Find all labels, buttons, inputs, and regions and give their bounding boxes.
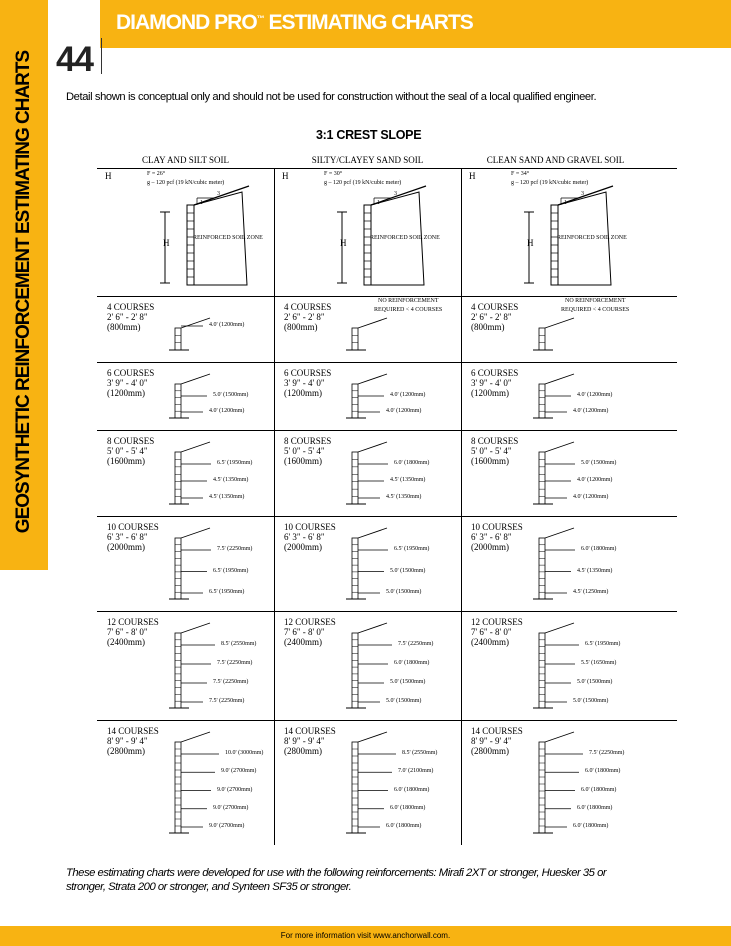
slope-rise: 1 <box>377 200 380 206</box>
wall-height-metric: (2400mm) <box>107 637 145 647</box>
wall-block <box>539 633 545 708</box>
reinforcement-length: 4.0' (1200mm) <box>577 477 613 483</box>
wall-block <box>352 328 358 350</box>
wall-height-metric: (800mm) <box>471 322 505 332</box>
wall-height: 3' 9" - 4' 0" <box>471 378 512 388</box>
course-count: 12 COURSES <box>284 617 336 627</box>
reinforcement-length: 6.0' (1800mm) <box>394 460 430 466</box>
no-reinforcement-note: NO REINFORCEMENT <box>378 298 439 304</box>
trademark-symbol: ™ <box>256 14 264 23</box>
soil-weight: g – 120 pcf (19 kN/cubic meter) <box>147 180 225 186</box>
no-reinforcement-note: REQUIRED < 4 COURSES <box>561 307 630 313</box>
wall-height-metric: (1600mm) <box>284 456 322 466</box>
friction-angle: F = 26° <box>147 171 166 177</box>
h-label: H <box>163 238 170 248</box>
reinforcement-length: 4.0' (1200mm) <box>209 408 245 414</box>
reinforcement-length: 7.5' (2250mm) <box>217 660 253 666</box>
wall-block <box>539 538 545 599</box>
reinforcement-length: 6.0' (1800mm) <box>394 660 430 666</box>
wall-height: 5' 0" - 5' 4" <box>284 446 325 456</box>
crest-slope-line <box>358 528 387 538</box>
reinforcement-length: 5.0' (1500mm) <box>390 567 426 574</box>
reinforcement-length: 7.0' (2100mm) <box>398 768 434 775</box>
wall-height-metric: (2000mm) <box>471 542 509 552</box>
wall-height-metric: (2400mm) <box>471 637 509 647</box>
wall-block <box>175 742 181 833</box>
crest-slope-line <box>545 732 574 742</box>
crest-slope-line <box>181 442 210 452</box>
wall-height-metric: (2400mm) <box>284 637 322 647</box>
reinforcement-length: 6.5' (1950mm) <box>213 567 249 574</box>
soil-weight: g – 120 pcf (19 kN/cubic meter) <box>511 180 589 186</box>
wall-height: 7' 6" - 8' 0" <box>107 627 148 637</box>
wall-height: 6' 3" - 6' 8" <box>471 532 512 542</box>
reinforcement-length: 5.0' (1500mm) <box>213 392 249 398</box>
reinforcement-length: 5.0' (1500mm) <box>573 698 609 704</box>
reinforcement-length: 7.5' (2250mm) <box>213 679 249 685</box>
wall-height: 2' 6" - 2' 8" <box>284 312 325 322</box>
slope-rise: 1 <box>200 200 203 206</box>
reinforcement-length: 5.0' (1500mm) <box>386 589 422 595</box>
reinforcement-length: 6.5' (1950mm) <box>217 460 253 466</box>
wall-height: 8' 9" - 9' 4" <box>471 736 512 746</box>
wall-height-metric: (2000mm) <box>107 542 145 552</box>
wall-height-metric: (2800mm) <box>284 746 322 756</box>
course-count: 6 COURSES <box>471 368 519 378</box>
reinforced-zone-label: REINFORCED SOIL ZONE <box>370 235 440 241</box>
reinforcement-length: 6.0' (1800mm) <box>394 786 430 793</box>
disclaimer: Detail shown is conceptual only and should not be used for construction without the seal of a local qualified engineer. <box>66 91 597 103</box>
reinforcement-length: 7.5' (2250mm) <box>589 750 625 756</box>
course-count: 8 COURSES <box>284 436 332 446</box>
wall-block <box>352 742 358 833</box>
wall-height-metric: (2800mm) <box>471 746 509 756</box>
slope-run: 3 <box>217 191 220 197</box>
wall-block <box>539 452 545 504</box>
crest-slope-line <box>181 732 210 742</box>
wall-height: 8' 9" - 9' 4" <box>284 736 325 746</box>
wall-height-metric: (1200mm) <box>284 388 322 398</box>
reinforcement-length: 4.0' (1200mm) <box>573 494 609 500</box>
reinforcement-length: 6.0' (1800mm) <box>386 823 422 829</box>
header-title: DIAMOND PRO™ ESTIMATING CHARTS <box>116 11 473 34</box>
soil-weight: g – 120 pcf (19 kN/cubic meter) <box>324 180 402 186</box>
crest-slope-line <box>181 374 210 384</box>
reinforcement-length: 4.5' (1350mm) <box>386 494 422 500</box>
wall-block <box>352 633 358 708</box>
wall-height-metric: (2800mm) <box>107 746 145 756</box>
wall-block <box>539 742 545 833</box>
wall-block <box>352 384 358 418</box>
reinforcement-length: 4.5' (1350mm) <box>577 567 613 574</box>
wall-block <box>175 452 181 504</box>
slope-rise: 1 <box>564 200 567 206</box>
crest-slope-line <box>358 623 387 633</box>
reinforcement-length: 7.5' (2250mm) <box>217 546 253 552</box>
wall-block <box>175 384 181 418</box>
reinforcement-length: 6.5' (1950mm) <box>209 589 245 595</box>
column-heading: SILTY/CLAYEY SAND SOIL <box>311 155 424 165</box>
reinforcement-length: 5.0' (1500mm) <box>577 679 613 685</box>
wall-height-metric: (1600mm) <box>471 456 509 466</box>
reinforcement-length: 4.0' (1200mm) <box>573 408 609 414</box>
friction-angle: F = 34° <box>511 171 530 177</box>
reinforcement-length: 9.0' (2700mm) <box>213 804 249 811</box>
course-count: 12 COURSES <box>471 617 523 627</box>
wall-height-metric: (800mm) <box>284 322 318 332</box>
course-count: 4 COURSES <box>471 302 519 312</box>
crest-slope-line <box>545 528 574 538</box>
reinforcement-length: 8.5' (2550mm) <box>402 750 438 756</box>
reinforcement-length: 7.5' (2250mm) <box>398 641 434 647</box>
reinforcement-length: 6.0' (1800mm) <box>573 823 609 829</box>
crest-slope-line <box>545 623 574 633</box>
reinforcement-length: 6.5' (1950mm) <box>585 641 621 647</box>
course-count: 6 COURSES <box>107 368 155 378</box>
crest-slope-line <box>545 374 574 384</box>
reinforcement-length: 5.0' (1500mm) <box>390 679 426 685</box>
reinforcement-length: 10.0' (3000mm) <box>225 750 264 756</box>
wall-height: 2' 6" - 2' 8" <box>471 312 512 322</box>
course-count: 14 COURSES <box>471 726 523 736</box>
h-label: H <box>105 171 112 181</box>
no-reinforcement-note: NO REINFORCEMENT <box>565 298 626 304</box>
crest-slope-line <box>181 528 210 538</box>
course-count: 8 COURSES <box>107 436 155 446</box>
wall-block <box>352 452 358 504</box>
wall-block <box>175 633 181 708</box>
crest-slope-line <box>181 623 210 633</box>
h-label: H <box>282 171 289 181</box>
page-number: 44 <box>56 40 93 79</box>
footnote: These estimating charts were developed for use with the following reinforcements: Mirafi 2XT or stronger, Huesker 35 or stronger, Strata 200 or stronger, and Synteen SF35 or stronger. <box>66 867 607 893</box>
reinforcement-length: 9.0' (2700mm) <box>221 768 257 775</box>
sidebar-title: GEOSYNTHETIC REINFORCEMENT ESTIMATING CHARTS <box>13 50 34 534</box>
wall-height: 2' 6" - 2' 8" <box>107 312 148 322</box>
course-count: 4 COURSES <box>284 302 332 312</box>
reinforcement-length: 6.0' (1800mm) <box>581 786 617 793</box>
crest-slope-line <box>358 374 387 384</box>
course-count: 6 COURSES <box>284 368 332 378</box>
reinforcement-length: 4.0' (1200mm) <box>386 408 422 414</box>
reinforcement-length: 8.5' (2550mm) <box>221 641 257 647</box>
wall-height-metric: (800mm) <box>107 322 141 332</box>
wall-height: 7' 6" - 8' 0" <box>284 627 325 637</box>
wall-block <box>539 328 545 350</box>
crest-slope-line <box>545 442 574 452</box>
column-heading: CLAY AND SILT SOIL <box>141 155 230 165</box>
wall-block <box>175 538 181 599</box>
wall-height: 6' 3" - 6' 8" <box>284 532 325 542</box>
course-count: 10 COURSES <box>284 522 336 532</box>
footer-text: For more information visit www.anchorwall.com. <box>280 931 451 940</box>
course-count: 10 COURSES <box>107 522 159 532</box>
wall-height: 8' 9" - 9' 4" <box>107 736 148 746</box>
reinforcement-length: 4.5' (1350mm) <box>213 477 249 483</box>
reinforcement-length: 4.5' (1350mm) <box>390 477 426 483</box>
crest-slope-line <box>358 732 387 742</box>
wall-block <box>539 384 545 418</box>
reinforcement-length: 4.0' (1200mm) <box>577 392 613 398</box>
wall-block <box>352 538 358 599</box>
reinforcement-length: 4.0' (1200mm) <box>209 322 245 328</box>
course-count: 12 COURSES <box>107 617 159 627</box>
reinforced-zone-label: REINFORCED SOIL ZONE <box>557 235 627 241</box>
chart-title: 3:1 CREST SLOPE <box>316 128 422 142</box>
reinforcement-length: 4.0' (1200mm) <box>390 392 426 398</box>
reinforcement-length: 6.0' (1800mm) <box>585 768 621 775</box>
reinforcement-length: 4.5' (1350mm) <box>209 494 245 500</box>
h-label: H <box>340 238 347 248</box>
wall-height-metric: (2000mm) <box>284 542 322 552</box>
slope-run: 3 <box>581 191 584 197</box>
crest-slope-line <box>545 318 574 328</box>
reinforcement-length: 6.0' (1800mm) <box>390 804 426 811</box>
wall-block <box>175 328 181 350</box>
course-count: 14 COURSES <box>284 726 336 736</box>
reinforcement-length: 5.5' (1650mm) <box>581 660 617 666</box>
course-count: 4 COURSES <box>107 302 155 312</box>
reinforcement-length: 9.0' (2700mm) <box>217 786 253 793</box>
h-label: H <box>469 171 476 181</box>
reinforced-zone-label: REINFORCED SOIL ZONE <box>193 235 263 241</box>
reinforcement-length: 4.5' (1250mm) <box>573 589 609 595</box>
course-count: 14 COURSES <box>107 726 159 736</box>
friction-angle: F = 30° <box>324 171 343 177</box>
wall-height-metric: (1600mm) <box>107 456 145 466</box>
reinforcement-length: 5.0' (1500mm) <box>581 460 617 466</box>
slope-run: 3 <box>394 191 397 197</box>
crest-slope-line <box>358 318 387 328</box>
wall-height: 3' 9" - 4' 0" <box>284 378 325 388</box>
course-count: 8 COURSES <box>471 436 519 446</box>
wall-height: 7' 6" - 8' 0" <box>471 627 512 637</box>
wall-height: 3' 9" - 4' 0" <box>107 378 148 388</box>
column-heading: CLEAN SAND AND GRAVEL SOIL <box>486 155 625 165</box>
reinforcement-length: 6.0' (1800mm) <box>581 546 617 552</box>
no-reinforcement-note: REQUIRED < 4 COURSES <box>374 307 443 313</box>
crest-slope-line <box>181 318 210 328</box>
wall-height: 5' 0" - 5' 4" <box>107 446 148 456</box>
reinforcement-length: 6.0' (1800mm) <box>577 804 613 811</box>
h-label: H <box>527 238 534 248</box>
wall-height: 6' 3" - 6' 8" <box>107 532 148 542</box>
wall-height: 5' 0" - 5' 4" <box>471 446 512 456</box>
reinforcement-length: 9.0' (2700mm) <box>209 823 245 829</box>
reinforcement-length: 7.5' (2250mm) <box>209 698 245 704</box>
wall-height-metric: (1200mm) <box>107 388 145 398</box>
footer-bar <box>0 926 731 946</box>
reinforcement-length: 5.0' (1500mm) <box>386 698 422 704</box>
crest-slope-line <box>358 442 387 452</box>
reinforcement-length: 6.5' (1950mm) <box>394 546 430 552</box>
course-count: 10 COURSES <box>471 522 523 532</box>
wall-height-metric: (1200mm) <box>471 388 509 398</box>
